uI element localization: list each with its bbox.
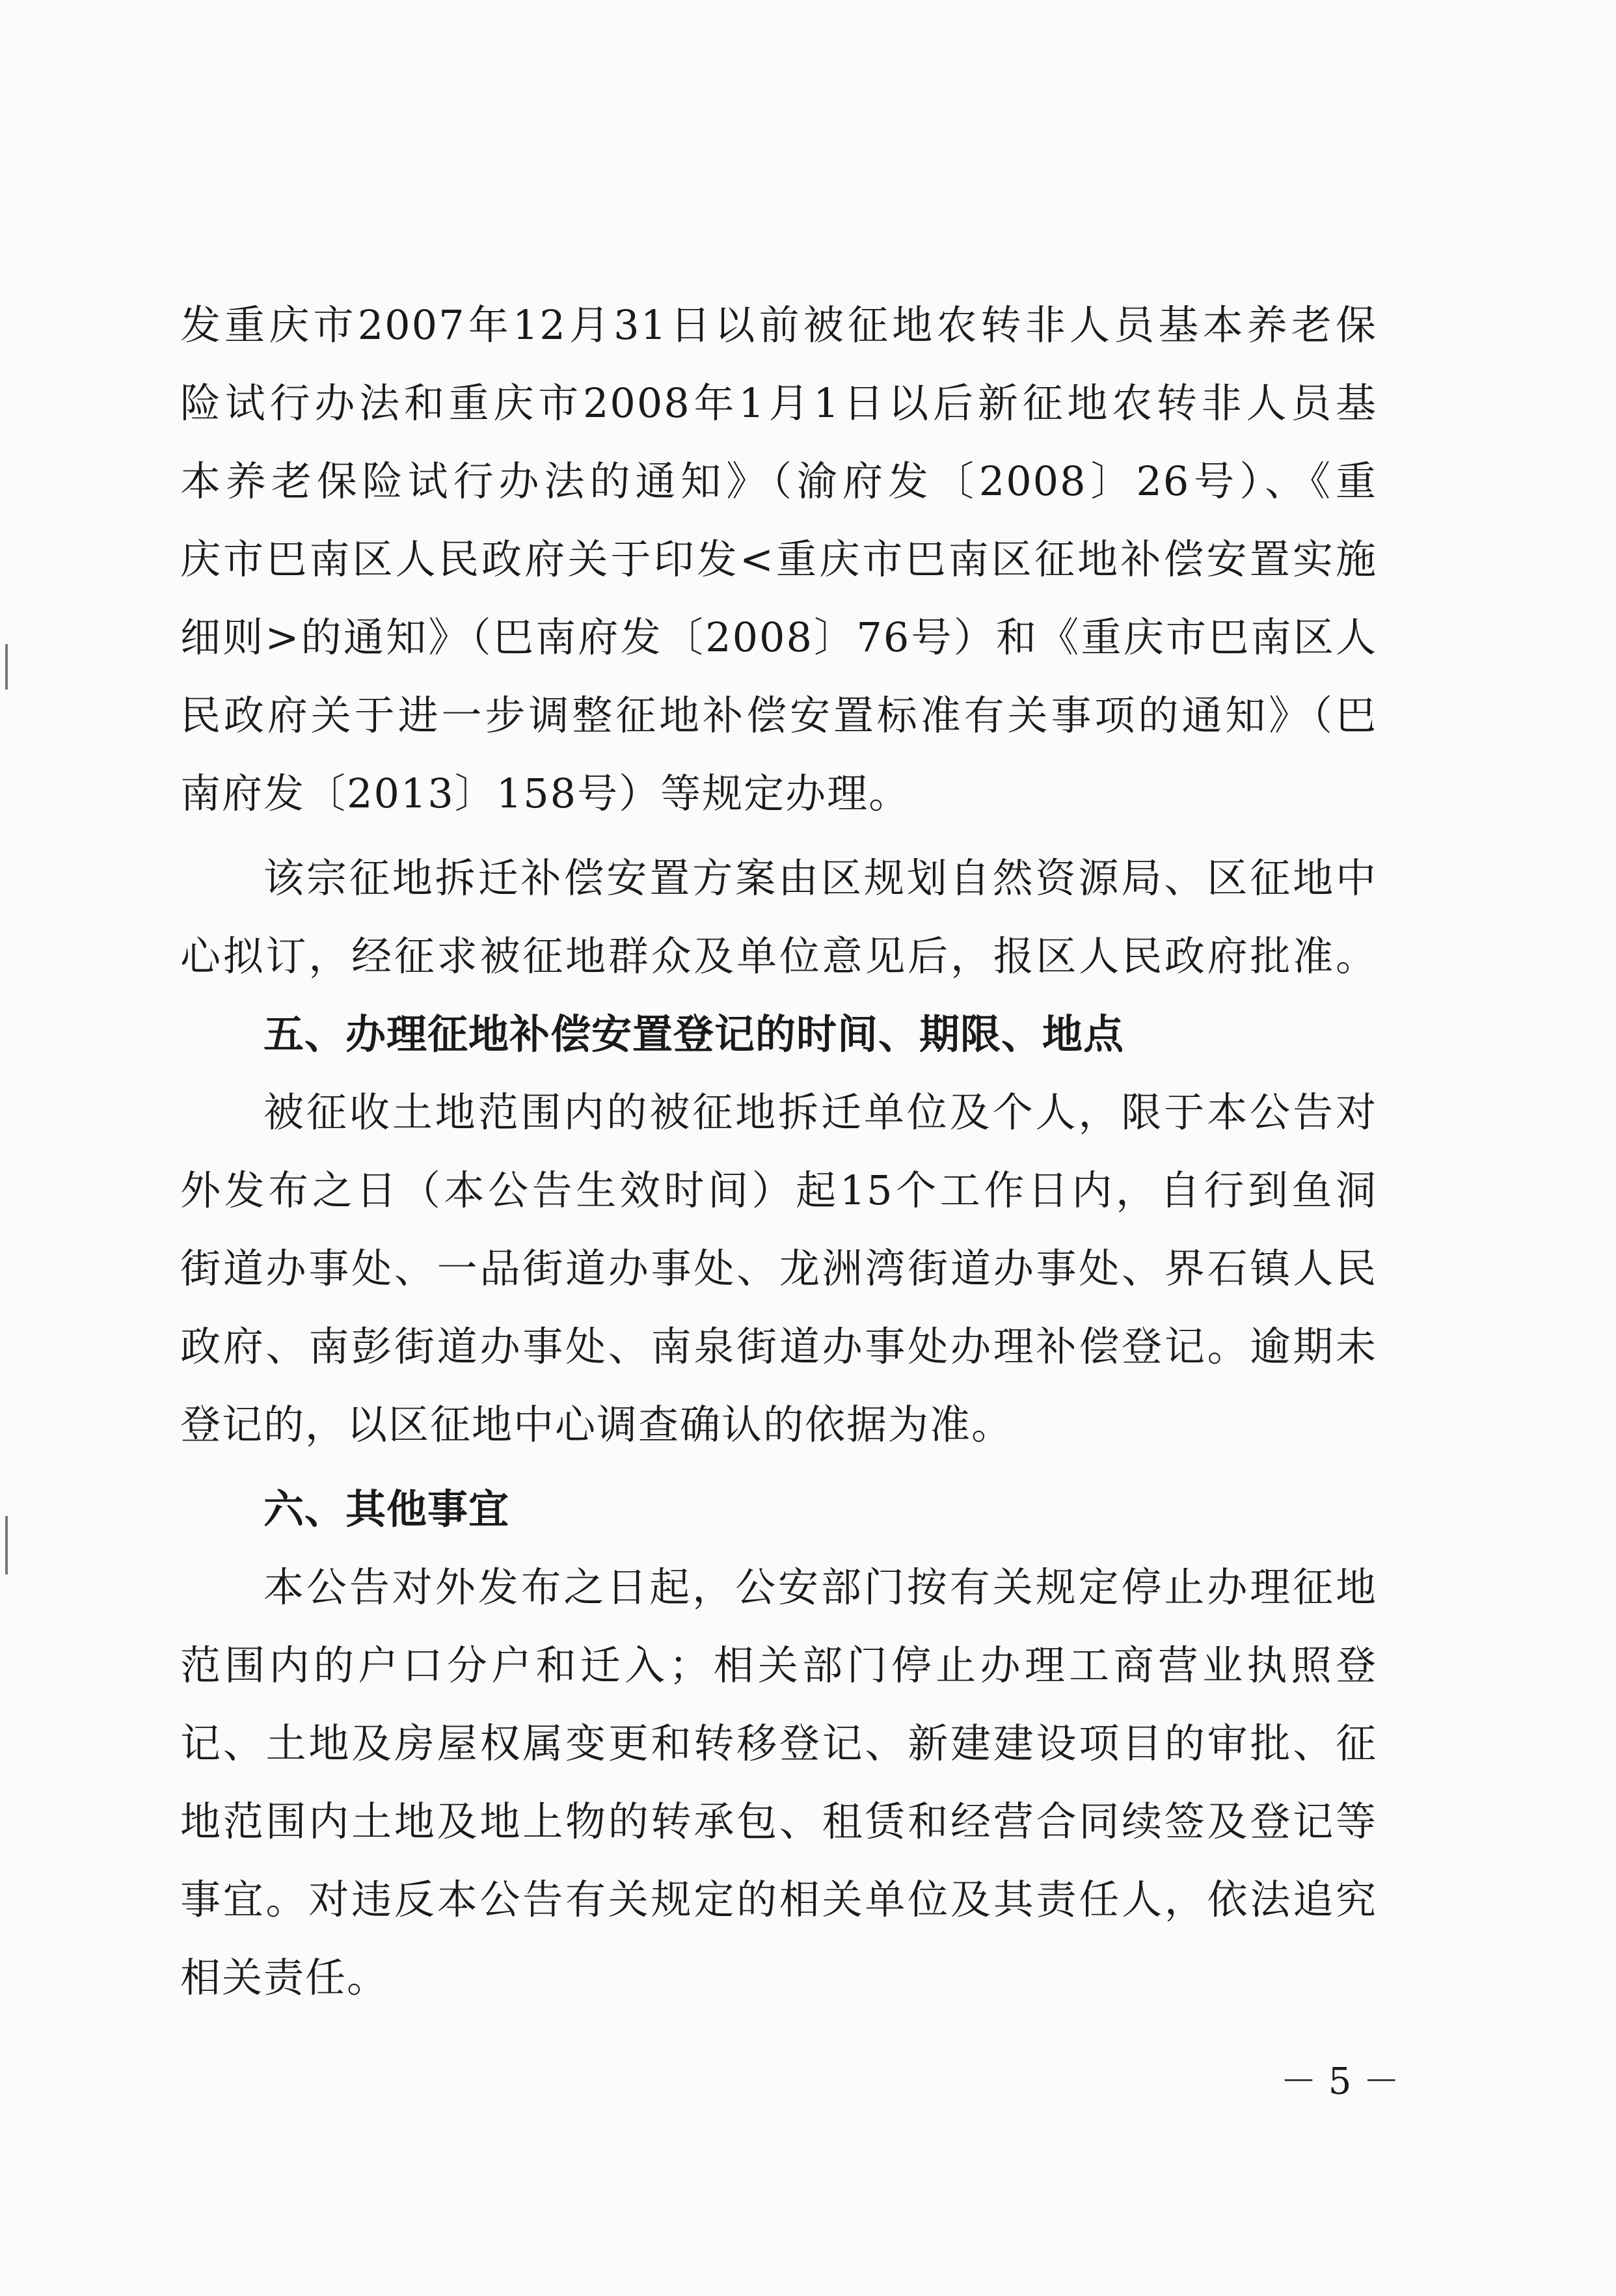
- body-line: 庆市巴南区人民政府关于印发<重庆市巴南区征地补偿安置实施: [180, 535, 1377, 583]
- body-line: 范围内的户口分户和迁入；相关部门停止办理工商营业执照登: [180, 1641, 1377, 1689]
- body-line: 发重庆市2007年12月31日以前被征地农转非人员基本养老保: [180, 301, 1377, 349]
- body-line: 政府、南彭街道办事处、南泉街道办事处办理补偿登记。逾期未: [180, 1323, 1377, 1370]
- body-line: 登记的，以区征地中心调查确认的依据为准。: [180, 1401, 1014, 1448]
- paragraph-first-line: 该宗征地拆迁补偿安置方案由区规划自然资源局、区征地中: [263, 854, 1377, 902]
- body-line: 街道办事处、一品街道办事处、龙洲湾街道办事处、界石镇人民: [180, 1245, 1377, 1292]
- body-line: 心拟订，经征求被征地群众及单位意见后，报区人民政府批准。: [180, 932, 1377, 980]
- body-line: 地范围内土地及地上物的转承包、租赁和经营合同续签及登记等: [180, 1798, 1377, 1845]
- section-heading-6: 六、其他事宜: [263, 1485, 510, 1533]
- body-line: 民政府关于进一步调整征地补偿安置标准有关事项的通知》（巴: [180, 692, 1377, 739]
- paragraph-first-line: 被征收土地范围内的被征地拆迁单位及个人，限于本公告对: [263, 1088, 1377, 1136]
- body-line: 细则>的通知》（巴南府发〔2008〕76号）和《重庆市巴南区人: [180, 614, 1377, 661]
- body-line: 相关责任。: [180, 1954, 389, 2001]
- body-line: 本养老保险试行办法的通知》（渝府发〔2008〕26号）、《重: [180, 457, 1377, 505]
- scan-edge-mark: [5, 1516, 8, 1574]
- body-line: 南府发〔2013〕158号）等规定办理。: [180, 770, 911, 817]
- body-line: 险试行办法和重庆市2008年1月1日以后新征地农转非人员基: [180, 379, 1377, 427]
- paragraph-first-line: 本公告对外发布之日起，公安部门按有关规定停止办理征地: [263, 1563, 1377, 1611]
- body-line: 事宜。对违反本公告有关规定的相关单位及其责任人，依法追究: [180, 1876, 1377, 1923]
- scan-edge-mark: [5, 644, 8, 690]
- body-line: 外发布之日（本公告生效时间）起15个工作日内，自行到鱼洞: [180, 1167, 1377, 1214]
- section-heading-5: 五、办理征地补偿安置登记的时间、期限、地点: [263, 1010, 1125, 1058]
- page-number: － 5 －: [1280, 2060, 1400, 2103]
- body-line: 记、土地及房屋权属变更和转移登记、新建建设项目的审批、征: [180, 1720, 1377, 1767]
